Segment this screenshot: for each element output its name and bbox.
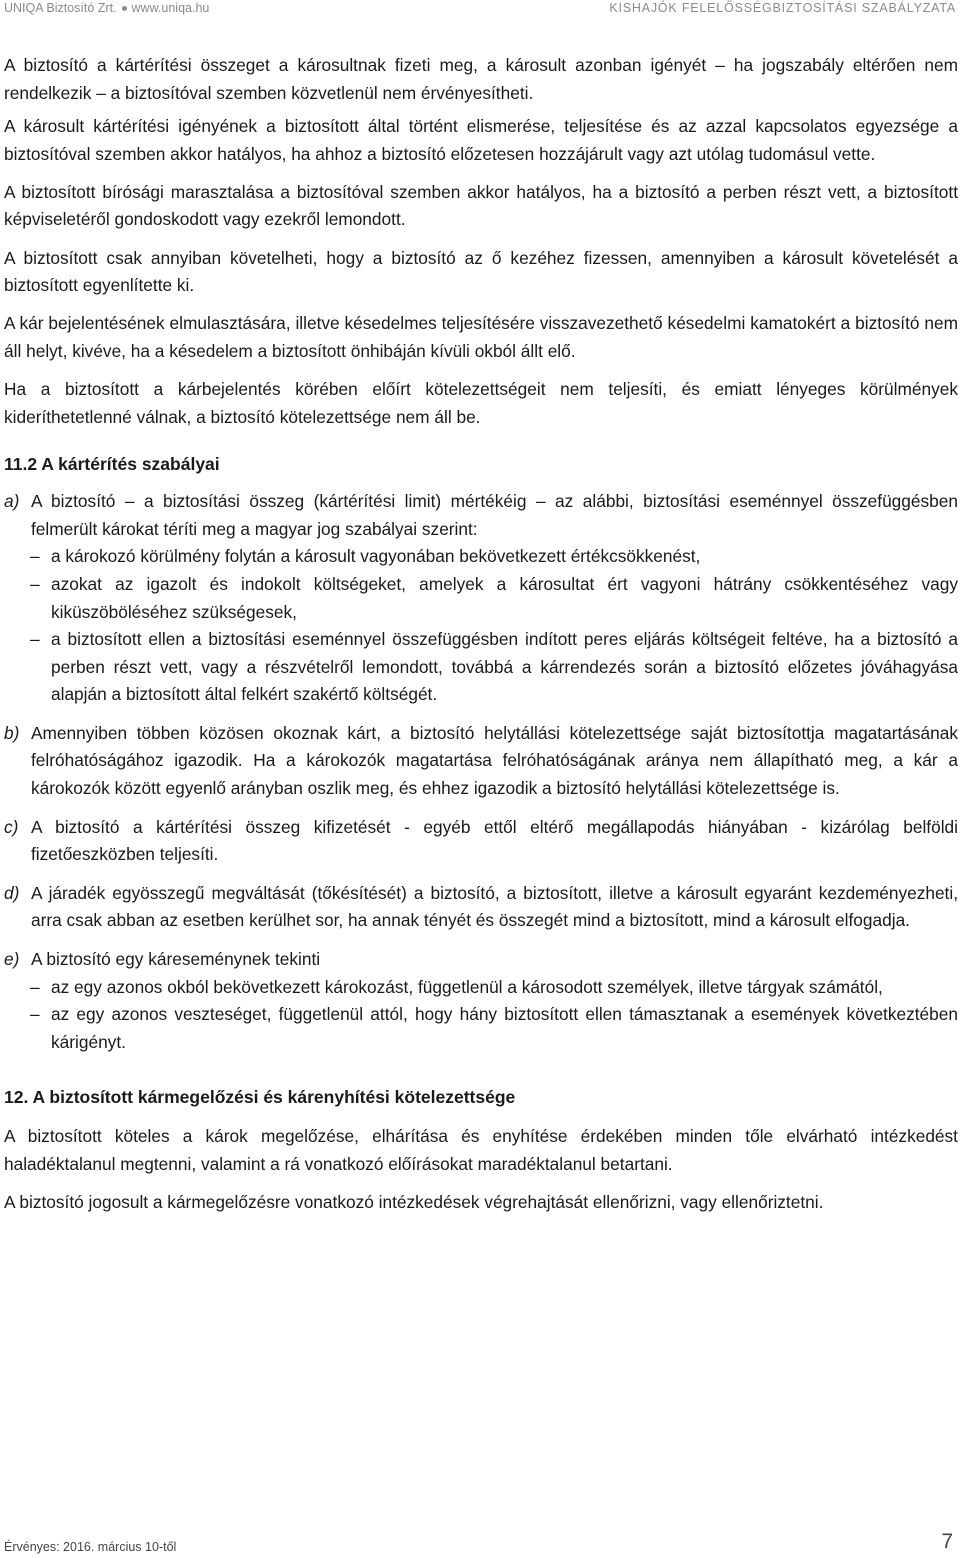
dash-text: a károkozó körülmény folytán a károsult vagyonában bekövetkezett értékcsökkenést, <box>51 546 701 567</box>
dash-item <box>31 571 958 626</box>
dash-item <box>31 543 958 571</box>
dash-text: azokat az igazolt és indokolt költségeket, amelyek a károsultat ért vagyoni hátrány csökkentéséhez vagy kiküszöböléséhez szükségesek, <box>51 573 958 622</box>
page-number: 7 <box>941 1530 953 1553</box>
dash-text: az egy azonos veszteséget, függetlenül attól, hogy hány biztosított ellen támasztanak a események következtében kárigényt. <box>51 1004 958 1052</box>
paragraph: A biztosító a kártérítési összeget a károsultnak fizeti meg, a károsult azonban igényét – ha jogszabály eltérően nem rendelkezik – a biztosítóval szemben közvetlenül nem érvényesítheti. <box>4 55 958 103</box>
section-heading-11-2: 11.2 A kártérítés szabályai <box>4 454 220 475</box>
dash-bullet: – <box>30 976 40 997</box>
dash-item <box>31 1001 958 1056</box>
item-label: c) <box>4 816 19 837</box>
list-item-a <box>4 488 958 709</box>
paragraph: A biztosított csak annyiban követelheti, hogy a biztosító az ő kezéhez fizessen, amennyiben a károsult követelését a biztosított egyenlítette ki. <box>4 247 958 296</box>
header-left <box>4 1 209 15</box>
section-heading-12: 12. A biztosított kármegelőzési és kárenyhítési kötelezettsége <box>4 1087 516 1108</box>
dash-text: a biztosított ellen a biztosítási eseménnyel összefüggésben indított peres eljárás költségeit feltéve, ha a biztosító a perben részt vett, vagy a részvételről lemondott, továbbá a kárrendezés során a biztosító előzetes jóváhagyása alapján a biztosított által felkért szakértő költségét. <box>51 629 958 705</box>
paragraph: Ha a biztosított a kárbejelentés körében előírt kötelezettségeit nem teljesíti, és emiatt lényeges körülmények kideríthetetlenné válnak, a biztosító kötelezettsége nem áll be. <box>4 378 958 427</box>
item-label: a) <box>4 491 20 512</box>
company-name: UNIQA Biztosító Zrt. <box>4 1 117 15</box>
item-label: d) <box>4 882 20 903</box>
paragraph: A biztosított bírósági marasztalása a biztosítóval szemben akkor hatályos, ha a biztosító a perben részt vett, a biztosított képviseletéről gondoskodott vagy ezekről lemondott. <box>4 181 958 230</box>
paragraph: A biztosított köteles a károk megelőzése, elhárítása és enyhítése érdekében minden tőle elvárható intézkedést haladéktalanul megtenni, valamint a rá vonatkozó előírásokat maradéktalanul betartani. <box>4 1126 958 1174</box>
website-link[interactable]: www.uniqa.hu <box>131 1 210 15</box>
item-text: A biztosító a kártérítési összeg kifizetését - egyéb ettől eltérő megállapodás hiányában - kizárólag belföldi fizetőeszközben teljesíti. <box>31 816 958 865</box>
item-label: b) <box>4 722 20 743</box>
page-content <box>4 52 958 1227</box>
page-header <box>4 0 956 18</box>
list-item-e <box>4 946 958 1056</box>
dash-item <box>31 974 958 1002</box>
paragraph: A biztosító jogosult a kármegelőzésre vonatkozó intézkedések végrehajtását ellenőrizni, vagy ellenőriztetni. <box>4 1192 824 1213</box>
validity-date: Érvényes: 2016. március 10-től <box>4 1540 177 1554</box>
document-title: KISHAJÓK FELELŐSSÉGBIZTOSÍTÁSI SZABÁLYZATA <box>609 1 956 15</box>
item-label: e) <box>4 949 20 970</box>
dash-bullet: – <box>30 546 40 567</box>
dash-bullet: – <box>30 573 40 594</box>
dash-bullet: – <box>30 629 40 650</box>
item-intro: A biztosító – a biztosítási összeg (kártérítési limit) mértékéig – az alábbi, biztosítási eseménnyel összefüggésben felmerült károkat téríti meg a magyar jog szabályai szerint: <box>31 491 958 539</box>
dash-bullet: – <box>30 1004 40 1025</box>
page-footer <box>4 1530 956 1556</box>
separator-dot-icon <box>122 6 127 11</box>
paragraph: A kár bejelentésének elmulasztására, illetve késedelmes teljesítésére visszavezethető késedelmi kamatokért a biztosító nem áll helyt, kivéve, ha a késedelem a biztosított önhibáján kívüli okból állt elő. <box>4 313 958 361</box>
dash-item <box>31 626 958 709</box>
paragraph: A károsult kártérítési igényének a biztosított által történt elismerése, teljesítése és az azzal kapcsolatos egyezsége a biztosítóval szemben akkor hatályos, ha ahhoz a biztosító előzetesen hozzájárult vagy azt utólag tudomásul vette. <box>4 116 958 164</box>
item-intro: A biztosító egy káreseménynek tekinti <box>31 949 321 970</box>
list-item-c <box>4 814 958 869</box>
dash-text: az egy azonos okból bekövetkezett károkozást, függetlenül a károsodott személyek, illetve tárgyak számától, <box>51 976 883 997</box>
list-item-d <box>4 880 958 935</box>
list-item-b <box>4 720 958 803</box>
item-text: Amennyiben többen közösen okoznak kárt, a biztosító helytállási kötelezettsége saját biztosítottja magatartásának felróhatóságához igazodik. Ha a károkozók magatartása felróhatóságának aránya nem állapítható meg, a kár a károkozók között egyenlő arányban oszlik meg, és ehhez igazodik a biztosító helytállási kötelezettsége is. <box>31 722 958 799</box>
item-text: A járadék egyösszegű megváltását (tőkésítését) a biztosító, a biztosított, illetve a károsult egyaránt kezdeményezheti, arra csak abban az esetben kerülhet sor, ha annak tényét és összegét mind a biztosított, mind a károsult elfogadja. <box>31 882 958 931</box>
